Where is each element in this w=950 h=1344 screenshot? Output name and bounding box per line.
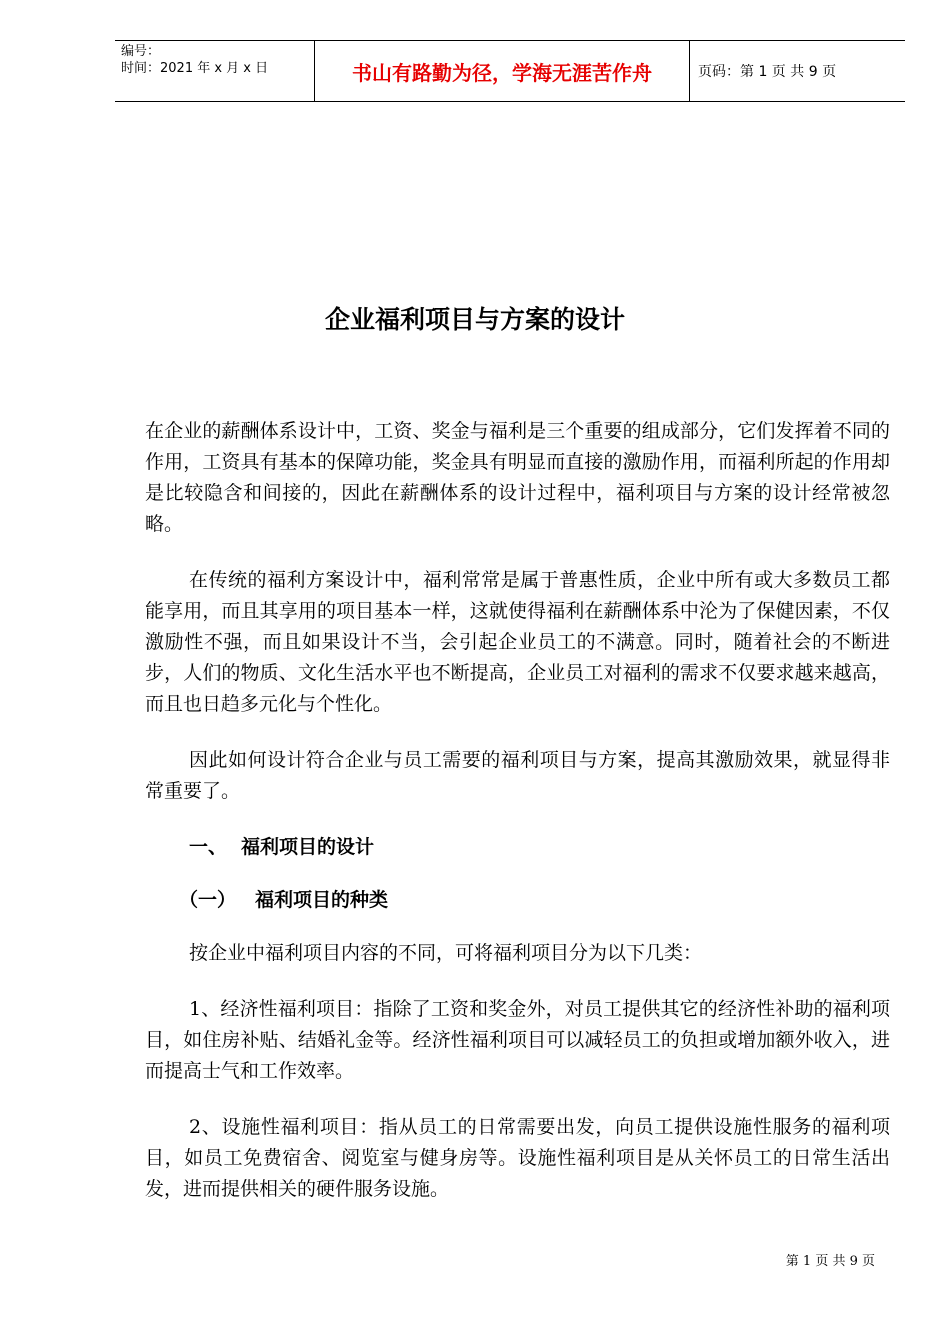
section-title: 福利项目的设计: [241, 836, 375, 858]
section-heading: [189, 832, 890, 863]
subsection-title: 福利项目的种类: [255, 889, 389, 911]
header-page-label: 页码：第 1 页 共 9 页: [698, 64, 837, 80]
paragraph-2: 在传统的福利方案设计中，福利常常是属于普惠性质，企业中所有或大多数员工都能享用，而且其享用的项目基本一样，这就使得福利在薪酬体系中沦为了保健因素，不仅激励性不强，而且如果设计不当，会引起企业员工的不满意。同时，随着社会的不断进步，人们的物质、文化生活水平也不断提高，企业员工对福利的需求不仅要求越来越高，而且也日趋多元化与个性化。: [145, 569, 890, 715]
section-number: 一、: [189, 836, 228, 858]
document-body: [145, 416, 890, 1230]
subsection-heading: [179, 885, 890, 916]
list-item-economic: 1、经济性福利项目：指除了工资和奖金外，对员工提供其它的经济性补助的福利项目，如住房补贴、结婚礼金等。经济性福利项目可以减轻员工的负担或增加额外收入，进而提高士气和工作效率。: [145, 998, 890, 1082]
paragraph-3: 因此如何设计符合企业与员工需要的福利项目与方案，提高其激励效果，就显得非常重要了。: [145, 749, 890, 802]
header-time-label: 时间：2021 年 x 月 x 日: [121, 61, 269, 76]
page-header: [115, 40, 905, 102]
list-item-facility: 2、设施性福利项目：指从员工的日常需要出发，向员工提供设施性服务的福利项目，如员工免费宿舍、阅览室与健身房等。设施性福利项目是从关怀员工的日常生活出发，进而提供相关的硬件服务设施。: [145, 1116, 890, 1200]
header-number-label: 编号：: [121, 44, 161, 59]
document-title: 企业福利项目与方案的设计: [324, 305, 625, 334]
header-meta: [115, 41, 315, 101]
header-motto: 书山有路勤为径，学海无涯苦作舟: [315, 41, 690, 101]
intro-paragraph: 按企业中福利项目内容的不同，可将福利项目分为以下几类：: [189, 942, 703, 964]
page-footer: 第 1 页 共 9 页: [785, 1254, 875, 1269]
subsection-number: （一）: [179, 889, 237, 911]
paragraph-1: 在企业的薪酬体系设计中，工资、奖金与福利是三个重要的组成部分，它们发挥着不同的作用，工资具有基本的保障功能，奖金具有明显而直接的激励作用，而福利所起的作用却是比较隐含和间接的，因此在薪酬体系的设计过程中，福利项目与方案的设计经常被忽略。: [145, 420, 890, 535]
